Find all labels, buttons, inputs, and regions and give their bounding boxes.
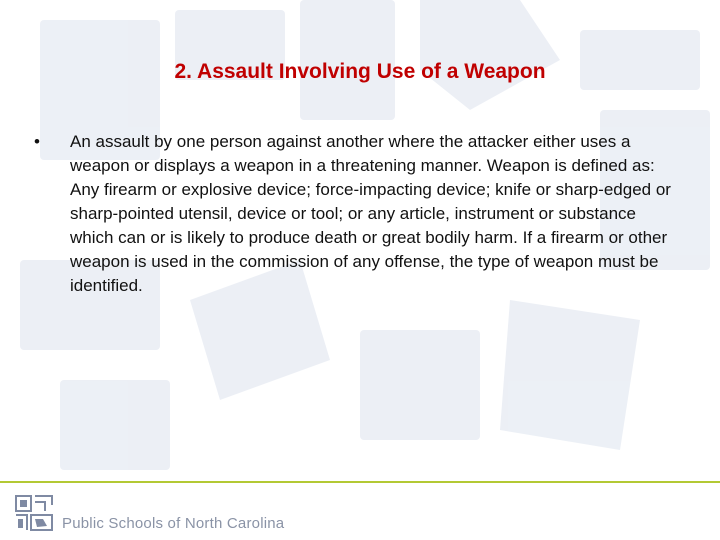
bullet-marker: • (34, 132, 40, 151)
list-item (34, 130, 694, 298)
bullet-list (34, 130, 694, 298)
footer-divider (0, 481, 720, 483)
footer-org-name: Public Schools of North Carolina (62, 515, 285, 532)
bullet-text: An assault by one person against another where the attacker either uses a weapon or displays a weapon in a threatening manner. Weapon is defined as: Any firearm or explosive device; force-impacting device; knife or sharp-edged or sharp-pointed utensil, device or tool; or any article, instrument or substance which can or is likely to produce death or great bodily harm. If a firearm or other weapon is used in the commission of any offense, the type of weapon must be identified. (70, 132, 671, 295)
nc-public-schools-logo-icon (13, 493, 55, 533)
slide-title: 2. Assault Involving Use of a Weapon (174, 60, 546, 83)
